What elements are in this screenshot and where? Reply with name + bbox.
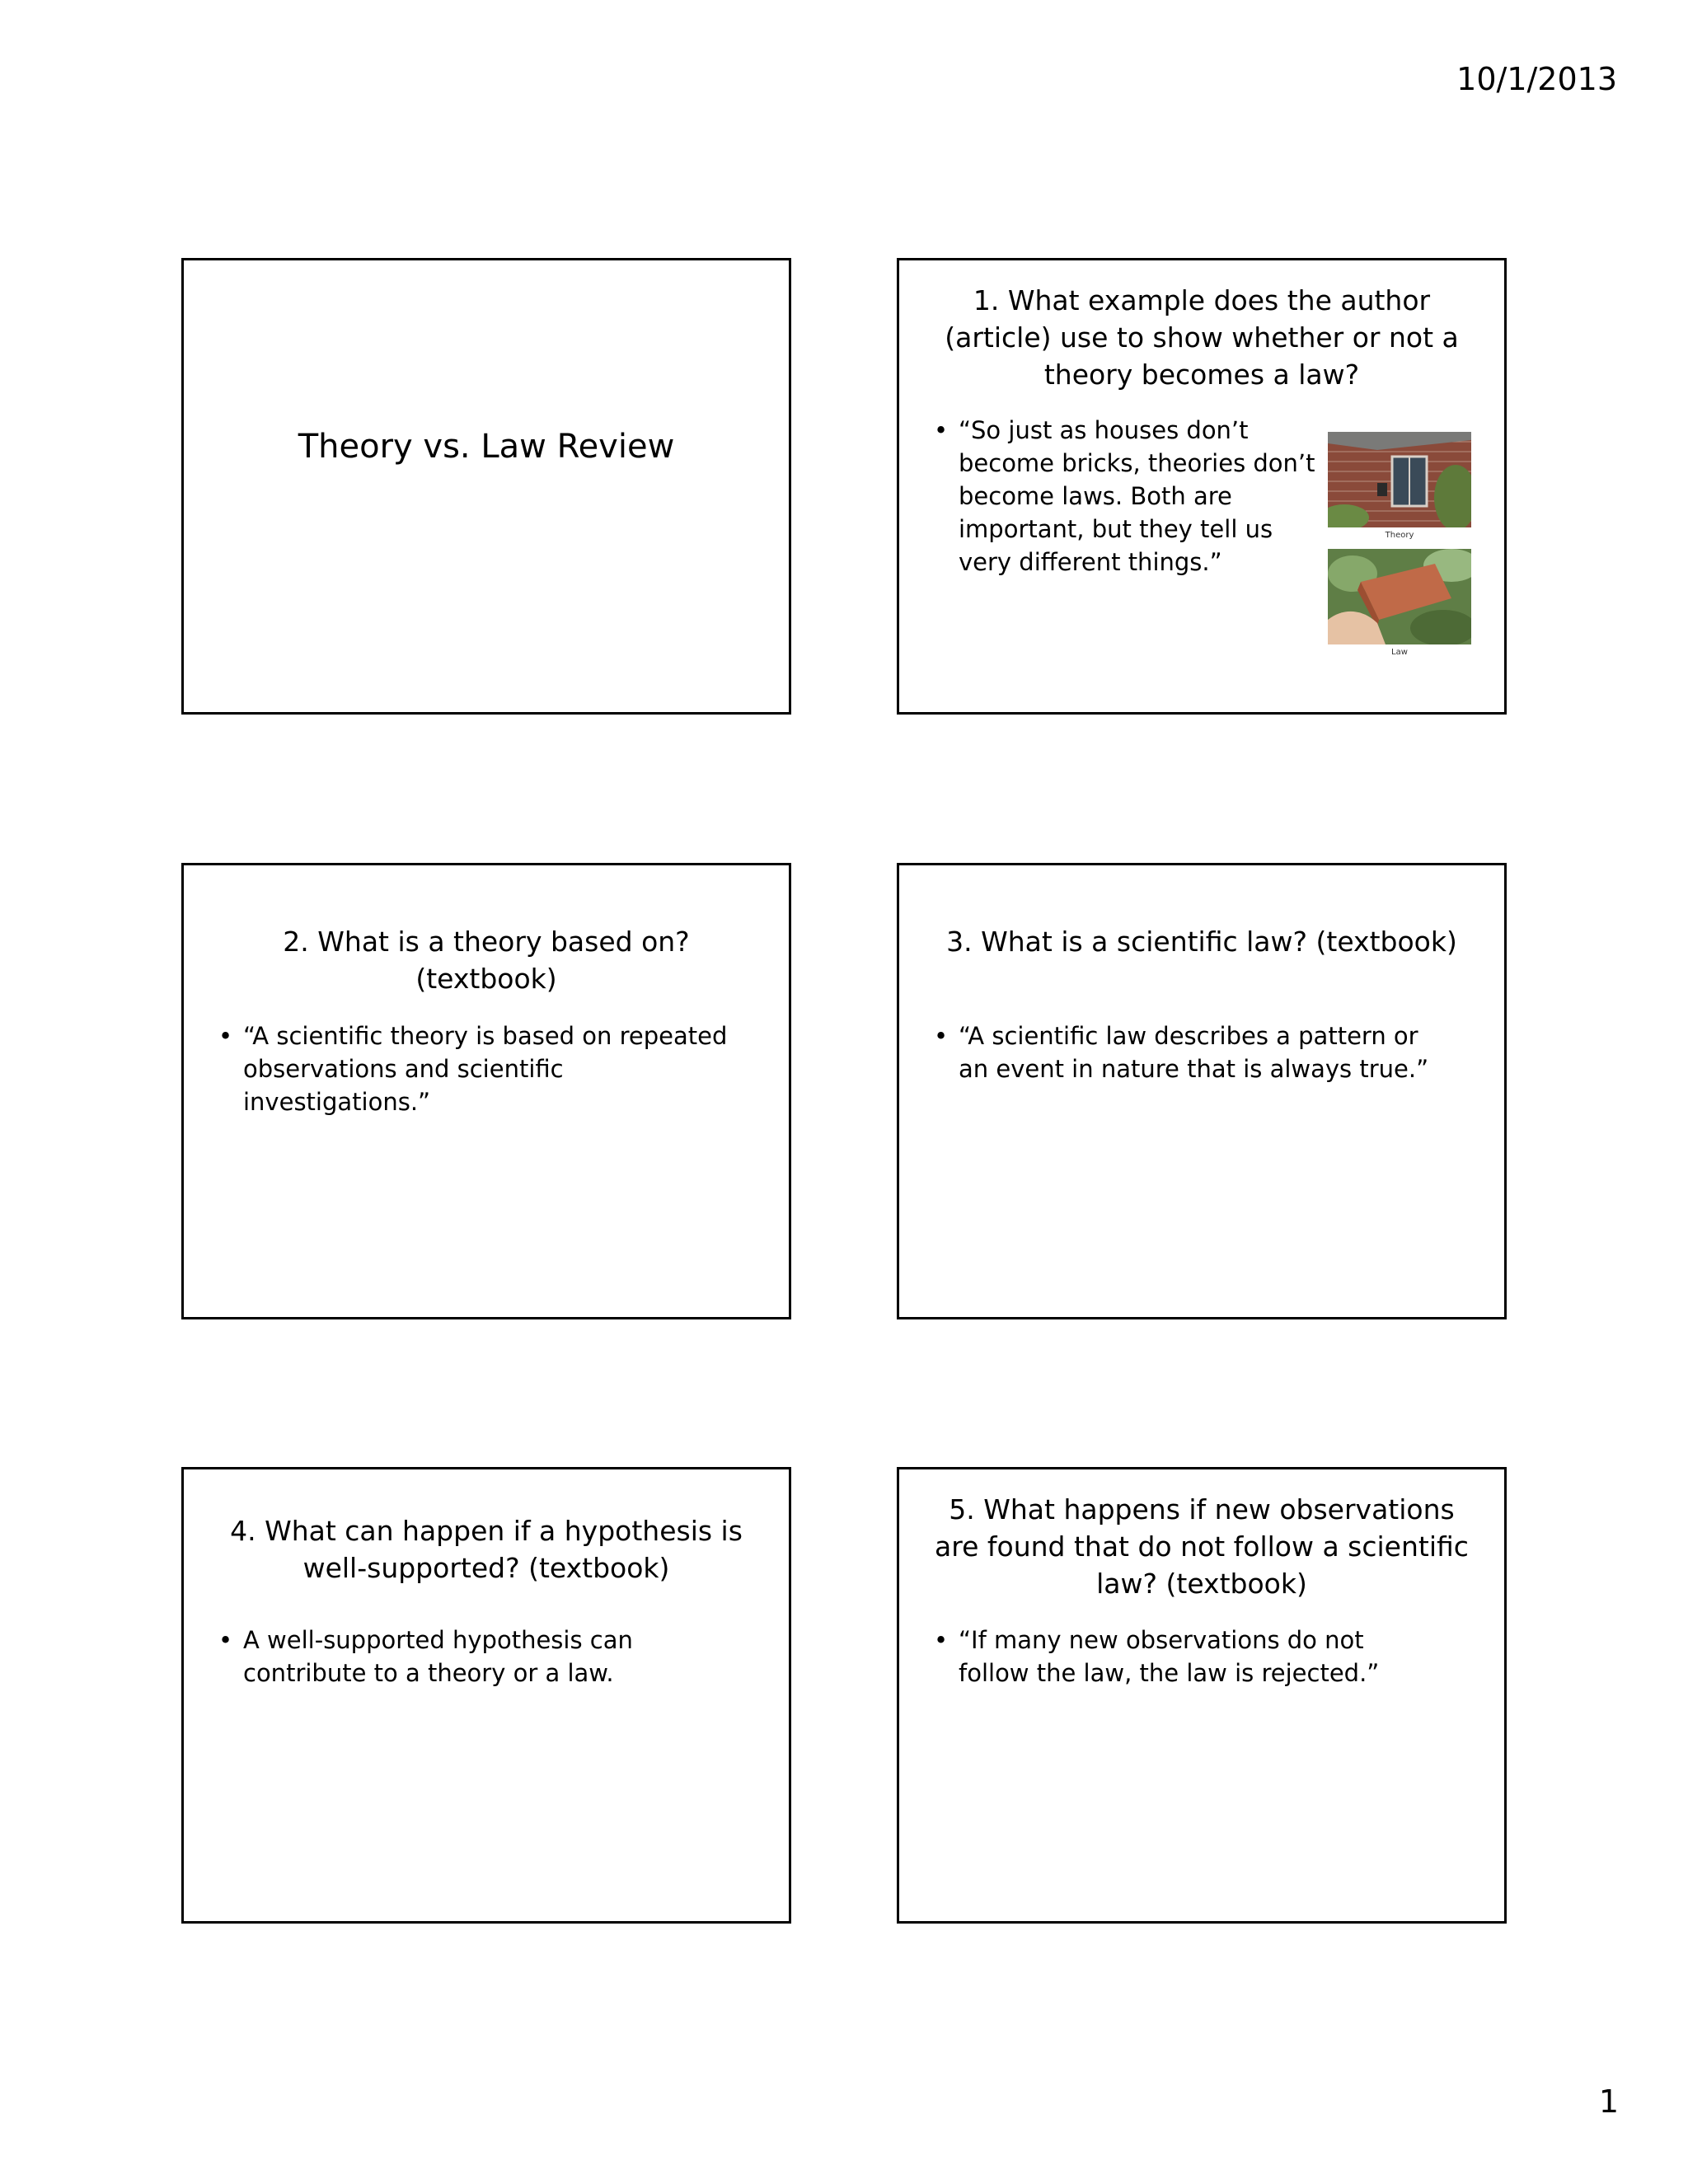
bullet-item bbox=[934, 414, 1316, 579]
hand-holding-brick-photo bbox=[1328, 549, 1471, 644]
bullet-item bbox=[218, 1624, 731, 1690]
brick-house-photo bbox=[1328, 432, 1471, 527]
bullet-text: “A scientific law describes a pattern or an event in nature that is always true.” bbox=[959, 1022, 1429, 1083]
slide-title: 3. What is a scientific law? (textbook) bbox=[946, 926, 1457, 958]
bullet-icon: • bbox=[934, 1022, 949, 1050]
bullet-icon: • bbox=[934, 1626, 949, 1654]
bullet-item bbox=[934, 1019, 1438, 1085]
page-number: 1 bbox=[1598, 2083, 1619, 2120]
slide-question-1 bbox=[897, 258, 1507, 715]
slide-title: 2. What is a theory based on? (textbook) bbox=[283, 926, 690, 995]
slide-question-2 bbox=[181, 863, 791, 1319]
bullet-icon: • bbox=[934, 416, 949, 444]
photo-caption: Law bbox=[1391, 648, 1408, 657]
bullet-icon: • bbox=[218, 1022, 233, 1050]
slide-question-5 bbox=[897, 1467, 1507, 1924]
bullet-text: A well-supported hypothesis can contribute to a theory or a law. bbox=[243, 1626, 633, 1687]
slide-question-3 bbox=[897, 863, 1507, 1319]
bullet-item bbox=[218, 1019, 739, 1118]
slide-title: 4. What can happen if a hypothesis is well-supported? (textbook) bbox=[230, 1515, 743, 1584]
bullet-text: “If many new observations do not follow the law, the law is rejected.” bbox=[959, 1626, 1380, 1687]
page-date: 10/1/2013 bbox=[1456, 61, 1617, 97]
slide-title: Theory vs. Law Review bbox=[298, 428, 675, 466]
bullet-icon: • bbox=[218, 1626, 233, 1654]
slide-title: 5. What happens if new observations are found that do not follow a scientific law? (textbook) bbox=[935, 1493, 1469, 1600]
bullet-text: “So just as houses don’t become bricks, theories don’t become laws. Both are important, but they tell us very different things.” bbox=[959, 416, 1315, 576]
bullet-text: “A scientific theory is based on repeated observations and scientific investigations.” bbox=[243, 1022, 728, 1116]
slide-title-card bbox=[181, 258, 791, 715]
slide-question-4 bbox=[181, 1467, 791, 1924]
slide-title: 1. What example does the author (article) use to show whether or not a theory becomes a law? bbox=[945, 284, 1459, 391]
bullet-item bbox=[934, 1624, 1422, 1690]
photo-caption: Theory bbox=[1385, 531, 1414, 540]
